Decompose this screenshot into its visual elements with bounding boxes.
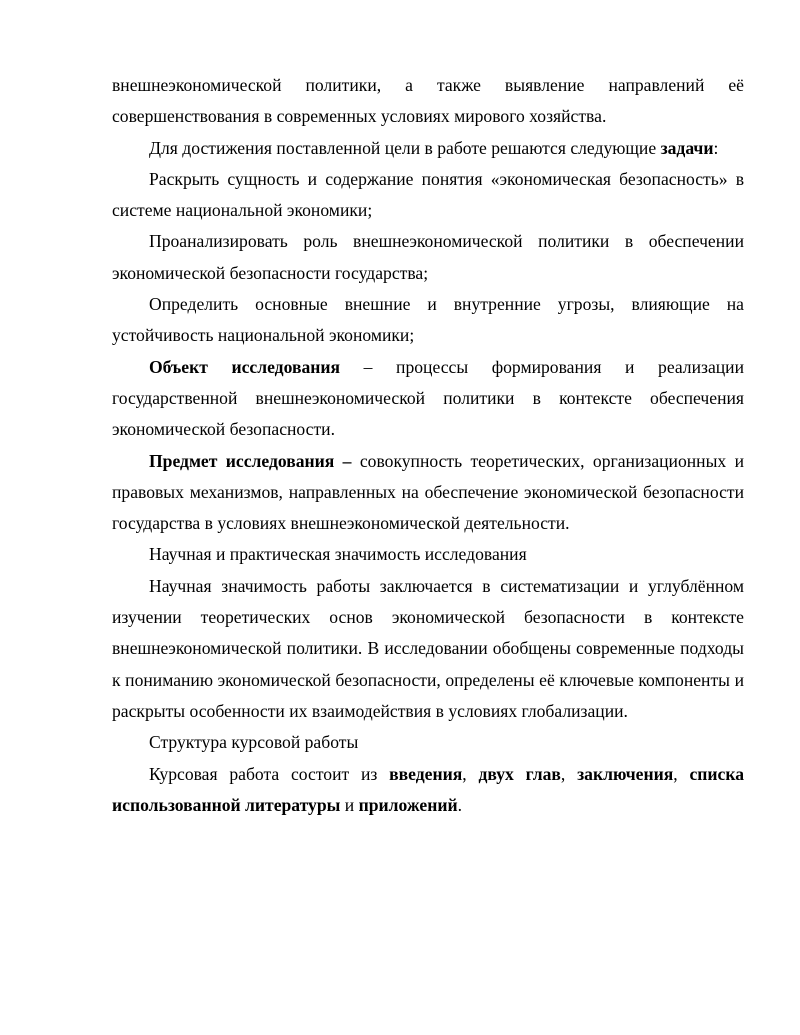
structure-introduction: введения — [389, 763, 463, 784]
research-subject-label: Предмет исследования – — [149, 450, 352, 471]
structure-text-5: и — [340, 794, 359, 815]
structure-appendices: приложений — [358, 794, 458, 815]
research-object-text: – процессы формирования и реализации государственной внешнеэкономической политики в контексте обеспечения экономической безопасности. — [112, 356, 745, 440]
structure-text-4: , — [673, 763, 690, 784]
structure-text-2: , — [462, 763, 479, 784]
paragraph-research-object — [112, 352, 744, 446]
paragraph-task-3: Определить основные внешние и внутренние угрозы, влияющие на устойчивость национальной экономики; — [112, 294, 744, 346]
research-subject-text: совокупность теоретических, организационных и правовых механизмов, направленных на обеспечение экономической безопасности государства в условиях внешнеэкономической деятельности. — [112, 450, 745, 534]
structure-text-3: , — [560, 763, 578, 784]
structure-text-1: Курсовая работа состоит из — [149, 763, 390, 784]
paragraph-goal-continuation: внешнеэкономической политики, а также выявление направлений её совершенствования в современных условиях мирового хозяйства. — [112, 75, 744, 127]
paragraph-significance-heading: Научная и практическая значимость исследования — [149, 544, 527, 565]
paragraph-structure-heading: Структура курсовой работы — [149, 732, 359, 753]
structure-references: списка использованной литературы — [112, 763, 745, 815]
paragraph-research-subject — [112, 446, 744, 540]
tasks-intro-text: Для достижения поставленной цели в работе решаются следующие — [149, 137, 661, 158]
paragraph-significance: Научная значимость работы заключается в систематизации и углублённом изучении теоретических основ экономической безопасности в контексте внешнеэкономической политики. В исследовании обобщены современные подходы к пониманию экономической безопасности, определены её ключевые компоненты и раскрыты особенности их взаимодействия в условиях глобализации. — [112, 575, 744, 721]
document-page — [112, 70, 744, 821]
paragraph-tasks-intro — [112, 133, 744, 164]
tasks-colon: : — [713, 137, 719, 158]
paragraph-task-1: Раскрыть сущность и содержание понятия «экономическая безопасность» в системе национальной экономики; — [112, 168, 744, 221]
structure-conclusion: заключения — [577, 763, 674, 784]
research-object-label: Объект исследования — [149, 356, 341, 377]
paragraph-structure — [112, 759, 744, 822]
structure-text-6: . — [457, 794, 463, 815]
paragraph-task-2: Проанализировать роль внешнеэкономической политики в обеспечении экономической безопасности государства; — [112, 231, 744, 283]
structure-two-chapters: двух глав — [478, 763, 561, 784]
tasks-keyword: задачи — [660, 137, 714, 158]
